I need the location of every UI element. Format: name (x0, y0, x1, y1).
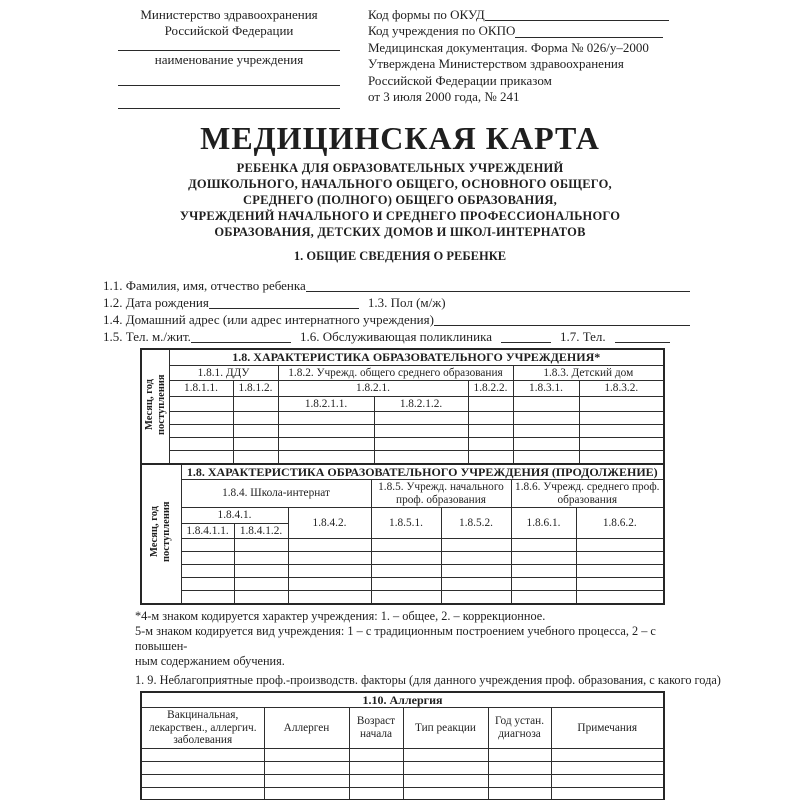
code-1-8-3-2: 1.8.3.2. (579, 381, 664, 397)
blank-line-2 (118, 108, 340, 109)
field-1-5-blank (191, 342, 291, 343)
empty-cell (441, 591, 511, 604)
col-header-allergic-diseases: Вакцинальная, лекарствен., аллергич. заболевания (141, 708, 264, 749)
empty-row (141, 565, 664, 578)
empty-cell (181, 578, 234, 591)
empty-cell (141, 761, 264, 774)
empty-cell (511, 591, 576, 604)
form-subtitle-line: ДОШКОЛЬНОГО, НАЧАЛЬНОГО ОБЩЕГО, ОСНОВНОГО ОБЩЕГО, (188, 177, 612, 191)
empty-cell (349, 774, 403, 787)
form-subtitle (0, 160, 800, 240)
field-1-7-label: 1.7. Тел. (559, 329, 606, 344)
empty-cell (403, 748, 488, 761)
table-1-8-cont-title: 1.8. ХАРАКТЕРИСТИКА ОБРАЗОВАТЕЛЬНОГО УЧРЕЖДЕНИЯ (ПРОДОЛЖЕНИЕ) (181, 464, 664, 480)
approved-line-3: от 3 июля 2000 года, № 241 (368, 89, 520, 105)
empty-cell (403, 787, 488, 800)
empty-cell (169, 425, 233, 438)
empty-cell (488, 748, 551, 761)
code-1-8-6-2: 1.8.6.2. (576, 508, 664, 539)
group-ddu: 1.8.1. ДДУ (169, 365, 278, 381)
empty-cell (374, 438, 468, 451)
empty-cell (278, 412, 374, 425)
col-header-reaction-type: Тип реакции (403, 708, 488, 749)
section-1-heading: 1. ОБЩИЕ СВЕДЕНИЯ О РЕБЕНКЕ (293, 249, 507, 263)
okud-blank-field (485, 20, 669, 21)
empty-cell (349, 787, 403, 800)
empty-cell (403, 774, 488, 787)
form-title: МЕДИЦИНСКАЯ КАРТА (200, 120, 600, 156)
empty-cell (371, 578, 441, 591)
field-1-1-blank (306, 291, 690, 292)
code-1-8-4-1-1: 1.8.4.1.1. (181, 523, 234, 539)
table-1-10-title: 1.10. Аллергия (141, 692, 664, 708)
empty-cell (349, 761, 403, 774)
table-1-8-title: 1.8. ХАРАКТЕРИСТИКА ОБРАЗОВАТЕЛЬНОГО УЧРЕЖДЕНИЯ* (169, 349, 664, 365)
okud-label: Код формы по ОКУД (368, 7, 485, 22)
empty-row (141, 578, 664, 591)
doc-form-line: Медицинская документация. Форма № 026/у–2000 (368, 39, 649, 55)
institution-name-caption: наименование учреждения (154, 52, 304, 67)
empty-cell (141, 787, 264, 800)
empty-cell (551, 761, 664, 774)
field-1-1-label: 1.1. Фамилия, имя, отчество ребенка (103, 278, 306, 293)
field-1-7-blank (615, 342, 670, 343)
empty-cell (511, 578, 576, 591)
empty-cell (233, 412, 278, 425)
empty-cell (181, 591, 234, 604)
col-header-onset-age: Возраст начала (349, 708, 403, 749)
empty-cell (264, 761, 349, 774)
group-orphanage: 1.8.3. Детский дом (513, 365, 664, 381)
code-1-8-2-2: 1.8.2.2. (468, 381, 513, 397)
footnote-line: 5-м знаком кодируется вид учреждения: 1 – с традиционным построением учебного процесса, 2 – с повышен- (135, 623, 656, 653)
empty-cell (551, 748, 664, 761)
empty-cell (468, 425, 513, 438)
table-1-8-institution-continuation (140, 463, 665, 605)
empty-row (141, 748, 664, 761)
empty-cell (233, 396, 278, 412)
field-1-5-label: 1.5. Тел. м./жит. (103, 329, 191, 344)
footnote-line: ным содержанием обучения. (135, 653, 285, 668)
empty-cell (233, 438, 278, 451)
blank-line-1 (118, 85, 340, 86)
empty-cell (441, 539, 511, 552)
group-secondary-vocational: 1.8.6. Учрежд. среднего проф. образования (511, 480, 664, 508)
empty-row (141, 425, 664, 438)
empty-cell (513, 438, 579, 451)
empty-cell (181, 565, 234, 578)
empty-cell (551, 774, 664, 787)
empty-cell (169, 412, 233, 425)
field-1-6-blank (501, 342, 551, 343)
empty-cell (576, 539, 664, 552)
empty-row (141, 774, 664, 787)
empty-cell (511, 552, 576, 565)
code-1-8-3-1: 1.8.3.1. (513, 381, 579, 397)
code-1-8-4-1: 1.8.4.1. (181, 508, 288, 524)
footnotes (135, 609, 700, 669)
form-codes-block (368, 7, 688, 109)
empty-row (141, 438, 664, 451)
ministry-block (118, 7, 340, 109)
empty-cell (288, 591, 371, 604)
empty-cell (264, 774, 349, 787)
field-1-4-label: 1.4. Домашний адрес (или адрес интернатного учреждения) (103, 312, 434, 327)
empty-cell (233, 425, 278, 438)
field-1-2-blank (209, 308, 359, 309)
empty-cell (576, 565, 664, 578)
empty-cell (488, 761, 551, 774)
field-1-6-label: 1.6. Обслуживающая поликлиника (299, 329, 492, 344)
col-header-allergen: Аллерген (264, 708, 349, 749)
empty-cell (264, 748, 349, 761)
empty-row (141, 787, 664, 800)
code-1-8-1-1: 1.8.1.1. (169, 381, 233, 397)
empty-cell (374, 425, 468, 438)
empty-cell (288, 552, 371, 565)
empty-row (141, 412, 664, 425)
empty-cell (234, 578, 288, 591)
empty-cell (511, 565, 576, 578)
month-year-row-label: Месяц, год поступления (141, 464, 181, 604)
empty-cell (278, 438, 374, 451)
ministry-line-2: Российской Федерации (164, 23, 294, 38)
month-year-row-label: Месяц, год поступления (141, 349, 169, 464)
okpo-blank-field (515, 37, 663, 38)
col-header-notes: Примечания (551, 708, 664, 749)
table-1-8-institution (140, 348, 665, 465)
general-info-fields (103, 277, 690, 345)
empty-cell (579, 425, 664, 438)
empty-cell (371, 552, 441, 565)
field-1-3-label: 1.3. Пол (м/ж) (367, 295, 446, 310)
empty-cell (169, 438, 233, 451)
code-1-8-5-1: 1.8.5.1. (371, 508, 441, 539)
empty-cell (234, 565, 288, 578)
empty-cell (371, 591, 441, 604)
group-boarding-school: 1.8.4. Школа-интернат (181, 480, 371, 508)
code-1-8-5-2: 1.8.5.2. (441, 508, 511, 539)
empty-cell (576, 578, 664, 591)
field-1-9-label: 1. 9. Неблагоприятные проф.-производств. факторы (для данного учреждения проф. образования, с какого года) (135, 672, 721, 687)
empty-cell (468, 438, 513, 451)
empty-cell (264, 787, 349, 800)
empty-row (141, 591, 664, 604)
empty-cell (403, 761, 488, 774)
empty-cell (141, 748, 264, 761)
ministry-line-1: Министерство здравоохранения (140, 7, 318, 22)
empty-cell (551, 787, 664, 800)
code-1-8-2-1: 1.8.2.1. (278, 381, 468, 397)
empty-cell (579, 438, 664, 451)
field-1-2-label: 1.2. Дата рождения (103, 295, 209, 310)
empty-cell (141, 774, 264, 787)
col-header-diagnosis-year: Год устан. диагноза (488, 708, 551, 749)
empty-cell (579, 412, 664, 425)
empty-cell (488, 774, 551, 787)
empty-cell (371, 565, 441, 578)
empty-cell (513, 396, 579, 412)
code-1-8-4-1-2: 1.8.4.1.2. (234, 523, 288, 539)
empty-cell (579, 396, 664, 412)
group-primary-vocational: 1.8.5. Учрежд. начального проф. образования (371, 480, 511, 508)
code-1-8-2-1-1: 1.8.2.1.1. (278, 396, 374, 412)
code-1-8-6-1: 1.8.6.1. (511, 508, 576, 539)
empty-cell (468, 412, 513, 425)
empty-cell (181, 539, 234, 552)
empty-cell (576, 552, 664, 565)
empty-cell (349, 748, 403, 761)
empty-cell (234, 539, 288, 552)
empty-cell (576, 591, 664, 604)
empty-cell (488, 787, 551, 800)
code-1-8-2-1-2: 1.8.2.1.2. (374, 396, 468, 412)
empty-row (141, 552, 664, 565)
approved-line-2: Российской Федерации приказом (368, 72, 552, 88)
form-subtitle-line: УЧРЕЖДЕНИЙ НАЧАЛЬНОГО И СРЕДНЕГО ПРОФЕССИОНАЛЬНОГО (179, 209, 621, 223)
group-general-secondary: 1.8.2. Учрежд. общего среднего образования (278, 365, 513, 381)
empty-cell (513, 412, 579, 425)
form-header (0, 0, 800, 109)
empty-cell (288, 565, 371, 578)
code-1-8-4-2: 1.8.4.2. (288, 508, 371, 539)
empty-cell (374, 412, 468, 425)
approved-line-1: Утверждена Министерством здравоохранения (368, 56, 624, 72)
form-subtitle-line: СРЕДНЕГО (ПОЛНОГО) ОБЩЕГО ОБРАЗОВАНИЯ, (243, 193, 557, 207)
empty-cell (288, 578, 371, 591)
form-subtitle-line: ОБРАЗОВАНИЯ, ДЕТСКИХ ДОМОВ И ШКОЛ-ИНТЕРНАТОВ (214, 225, 586, 239)
empty-cell (441, 552, 511, 565)
empty-cell (234, 552, 288, 565)
empty-cell (511, 539, 576, 552)
empty-cell (288, 539, 371, 552)
table-1-10-allergy (140, 691, 665, 800)
empty-cell (441, 578, 511, 591)
okpo-label: Код учреждения по ОКПО (368, 23, 516, 39)
form-subtitle-line: РЕБЕНКА ДЛЯ ОБРАЗОВАТЕЛЬНЫХ УЧРЕЖДЕНИЙ (236, 161, 564, 175)
code-1-8-1-2: 1.8.1.2. (233, 381, 278, 397)
empty-cell (441, 565, 511, 578)
footnote-line: *4-м знаком кодируется характер учреждения: 1. – общее, 2. – коррекционное. (135, 608, 546, 623)
empty-row (141, 761, 664, 774)
empty-cell (169, 396, 233, 412)
empty-cell (234, 591, 288, 604)
empty-row (141, 539, 664, 552)
empty-cell (468, 396, 513, 412)
empty-cell (278, 425, 374, 438)
empty-cell (181, 552, 234, 565)
empty-cell (371, 539, 441, 552)
empty-cell (513, 425, 579, 438)
field-1-4-blank (434, 325, 690, 326)
